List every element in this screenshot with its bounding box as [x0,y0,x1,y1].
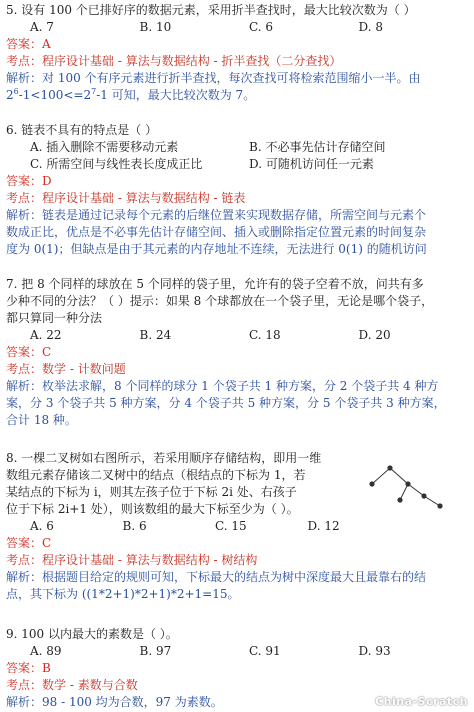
explanation [6,70,468,104]
option-d: D. 12 [307,519,340,533]
option-c: C. 18 [249,328,281,342]
tree-node [421,493,426,498]
kp-value: 程序设计基础 - 算法与数据结构 - 树结构 [42,553,258,567]
option-b: B. 不必事先估计存储空间 [249,140,386,154]
explanation-line: 合计 18 种。 [6,413,77,427]
stem-line: 位于下标 2i+1 处），则该数组的最大下标至少为（ ）。 [6,502,299,516]
option-c: C. 所需空间与线性表长度成正比 [30,157,203,171]
option-a: A. 89 [30,644,62,658]
explanation-line: 点，其下标为 ((1*2+1)*2+1)*2+1=15。 [6,587,240,601]
tree-node [387,465,392,470]
option-c: C. 6 [249,20,274,34]
options [6,19,468,36]
explanation-line: 解析：枚举法求解，8 个同样的球分 1 个袋子共 1 种方案，分 2 个袋子共 4 种方 [6,379,439,393]
exp-sup: 7 [91,87,97,96]
explanation-line: 解析：对 100 个有序元素进行折半查找，每次查找可将检索范围缩小一半。由 [6,71,421,85]
kp-value: 数学 - 素数与合数 [42,678,138,692]
exp-sup: 6 [13,87,19,96]
tree-node [405,481,410,486]
explanation-line [6,87,468,104]
watermark: China-Scratch [375,695,468,708]
tree-edge [372,468,390,484]
option-a: A. 6 [30,519,54,533]
options [6,643,468,660]
explanation: 解析：98 - 100 均为合数，97 为素数。 [6,695,223,709]
knowledge-point [6,552,468,569]
explanation [6,378,468,429]
option-c: C. 91 [249,644,281,658]
option-b: B. 97 [139,644,172,658]
explanation-line: 解析：根据题目给定的规则可知，下标最大的结点为树中深度最大且最靠右的结 [6,570,427,584]
answer: 答案：C [6,536,52,550]
knowledge-point [6,53,468,70]
answer: 答案：D [6,174,52,188]
tree-edge [424,496,440,506]
options [6,327,468,344]
option-a: A. 7 [30,20,54,34]
stem-line: 8. 一棵二叉树如右图所示，若采用顺序存储结构，即用一维 [6,451,322,465]
option-b: B. 10 [139,20,172,34]
explanation [6,569,468,603]
kp-label: 考点： [6,54,43,68]
answer: 答案：A [6,37,51,51]
answer: 答案：C [6,345,52,359]
kp-label: 考点： [6,362,43,376]
options [6,518,400,535]
question-5 [6,2,468,104]
stem-line: 7. 把 8 个同样的球放在 5 个同样的袋子里，允许有的袋子空着不放，问共有多 [6,277,424,291]
kp-value: 程序设计基础 - 算法与数据结构 - 折半查找（二分查找） [42,54,342,68]
options [6,139,468,173]
knowledge-point [6,361,468,378]
knowledge-point [6,677,468,694]
tree-node [437,503,442,508]
knowledge-point [6,190,468,207]
question-stem: 6. 链表不具有的特点是（ ） [6,123,158,137]
question-7 [6,276,468,429]
option-b: B. 6 [122,519,147,533]
answer: 答案：B [6,661,51,675]
option-b: B. 24 [139,328,172,342]
option-a: A. 22 [30,328,62,342]
stem-line: 都只算同一种分法 [6,311,103,325]
question-6 [6,122,468,258]
option-d: D. 20 [358,328,391,342]
explanation-line: 解析：链表是通过记录每个元素的后继位置来实现数据存储，所需空间与元素个 [6,208,427,222]
explanation-line: 度为 0(1)；但缺点是由于其元素的内存地址不连续，无法进行 0(1) 的随机访问 [6,242,427,256]
kp-label: 考点： [6,553,43,567]
question-stem [6,450,358,518]
option-c: C. 15 [215,519,247,533]
explanation-line: 数成正比，优点是不必事先估计存储空间、插入或删除指定位置元素的时间复杂 [6,225,427,239]
exp-part: -1 可知，最大比较次数为 7。 [96,88,256,102]
tree-edge [390,468,408,484]
explanation [6,207,468,258]
question-stem [6,276,468,327]
tree-node [369,481,374,486]
kp-value: 数学 - 计数问题 [42,362,126,376]
option-a: A. 插入删除不需要移动元素 [30,140,179,154]
tree-edge [408,484,424,496]
tree-node [397,497,402,502]
option-d: D. 93 [358,644,391,658]
explanation-line: 案，分 3 个袋子共 5 种方案，分 4 个袋子共 5 种方案，分 5 个袋子共 3 种方案， [6,396,446,410]
stem-line: 数组元素存储该二叉树中的结点（根结点的下标为 1，若 [6,468,306,482]
binary-tree-figure [360,462,450,512]
kp-label: 考点： [6,191,43,205]
question-stem: 5. 设有 100 个已排好序的数据元素，采用折半查找时，最大比较次数为（ ） [6,3,416,17]
option-d: D. 8 [358,20,383,34]
stem-line: 少种不同的分法？（ ）提示：如果 8 个球都放在一个袋子里，无论是哪个袋子， [6,294,434,308]
kp-value: 程序设计基础 - 算法与数据结构 - 链表 [42,191,246,205]
exp-part: -1<100<=2 [18,88,92,102]
question-stem: 9. 100 以内最大的素数是（ ）。 [6,627,178,641]
stem-line: 某结点的下标为 i，则其左孩子位于下标 2i 处、右孩子 [6,485,297,499]
tree-edge [400,484,408,500]
exp-part: 2 [6,88,14,102]
option-d: D. 可随机访问任一元素 [249,157,374,171]
kp-label: 考点： [6,678,43,692]
